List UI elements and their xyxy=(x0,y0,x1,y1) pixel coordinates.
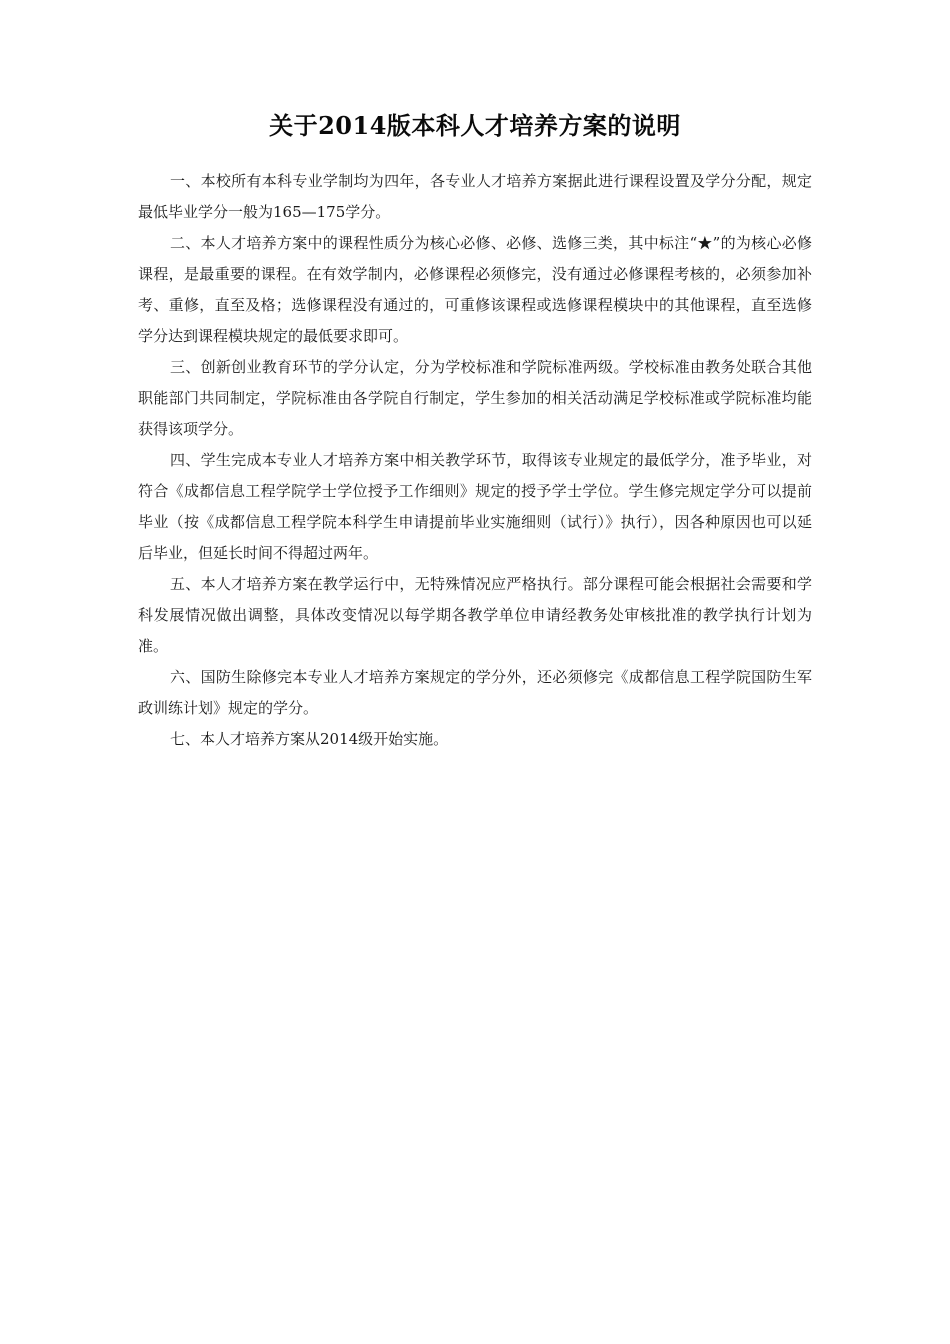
paragraph-3: 三、创新创业教育环节的学分认定，分为学校标准和学院标准两级。学校标准由教务处联合其他职能部门共同制定，学院标准由各学院自行制定，学生参加的相关活动满足学校标准或学院标准均能获得该项学分。 xyxy=(138,358,812,438)
paragraph-2: 二、本人才培养方案中的课程性质分为核心必修、必修、选修三类，其中标注“★”的为核心必修课程，是最重要的课程。在有效学制内，必修课程必须修完，没有通过必修课程考核的，必须参加补考、重修，直至及格；选修课程没有通过的，可重修该课程或选修课程模块中的其他课程，直至选修学分达到课程模块规定的最低要求即可。 xyxy=(138,234,812,345)
paragraph-4: 四、学生完成本专业人才培养方案中相关教学环节，取得该专业规定的最低学分，准予毕业，对符合《成都信息工程学院学士学位授予工作细则》规定的授予学士学位。学生修完规定学分可以提前毕业（按《成都信息工程学院本科学生申请提前毕业实施细则（试行）》执行），因各种原因也可以延后毕业，但延长时间不得超过两年。 xyxy=(138,451,812,562)
paragraph-5: 五、本人才培养方案在教学运行中，无特殊情况应严格执行。部分课程可能会根据社会需要和学科发展情况做出调整，具体改变情况以每学期各教学单位申请经教务处审核批准的教学执行计划为准。 xyxy=(138,575,812,655)
paragraph-6: 六、国防生除修完本专业人才培养方案规定的学分外，还必须修完《成都信息工程学院国防生军政训练计划》规定的学分。 xyxy=(138,668,812,717)
paragraph-1: 一、本校所有本科专业学制均为四年，各专业人才培养方案据此进行课程设置及学分分配，规定最低毕业学分一般为165—175学分。 xyxy=(138,172,812,221)
paragraph-7: 七、本人才培养方案从2014级开始实施。 xyxy=(170,730,449,748)
document-title: 关于2014版本科人才培养方案的说明 xyxy=(269,111,681,140)
document-body xyxy=(138,166,812,755)
